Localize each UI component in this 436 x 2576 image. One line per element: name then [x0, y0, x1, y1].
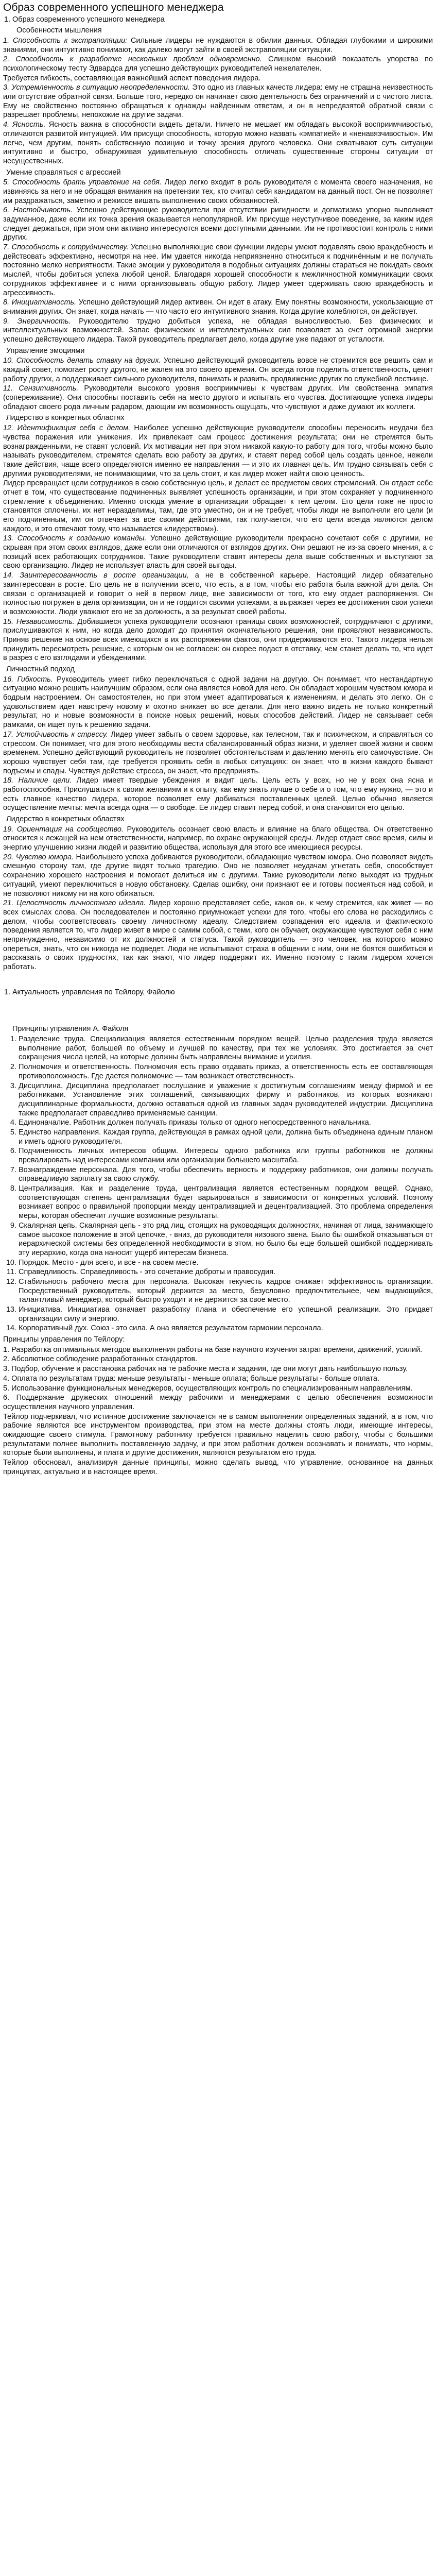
paragraph-body: Лидер умеет забыть о своем здоровье, как телесном, так и психическом, и справляться со стрессом. Он понимает, что для этого необходимы вести сбалансированный образ жизни, и уделяет своей жизни и своим временем. Успешно действующий руководитель не позволяет обстоятельствам и давлению менять его самочувствие. Он хорошо чувствует себя там, где требуется проявить себя в любых ситуациях: он знает, что в жизни каждого бывают подъемы и спады. Чувствуя действие стресса, он знает, что предпринять. [3, 730, 433, 775]
paragraph-term: Ориентация на сообщество. [16, 825, 124, 834]
section-heading: Лидерство в конкретных областях [6, 414, 125, 422]
paragraph-body: Успешно действующие руководители прекрасно сочетают себя с другими, не скрывая при этом своих взглядов, даже если они отличаются от взглядов других. Они решают не из-за своего мнения, а с позиций всех работающих сотрудников. Такие руководители ставят интересы дела выше собственных и выступают за свою организацию. Лидер не использует власть для своей выгоды. [3, 534, 433, 570]
paragraph-number: 21. [3, 899, 14, 908]
paragraph [3, 534, 433, 571]
section-heading: Управление эмоциями [6, 346, 85, 355]
paragraph [3, 853, 433, 899]
paragraph-body: а не в собственной карьере. Настоящий лидер обязательно заинтересован в росте. Его цель не в получении всего, что есть, а в том, чтобы его работа была важной для дела. Он связан с организацией и говорит о ней в первом лице, вне зависимости от того, кто ему отдает распоряжения. Он полностью погружен в дела организации, он и не гордится своими успехами, а выражает через ее достижения свои успехи и возможности. Люди уважают его не за должность, а за результат своей работы. [3, 571, 433, 616]
paragraph-number: 20. [3, 853, 14, 861]
section-heading: Принципы управления А. Файоля [12, 1025, 129, 1033]
paragraph-term: Способность делать ставку на других. [16, 357, 161, 365]
paragraph [3, 825, 433, 853]
paragraph: Лидер превращает цели сотрудников в свою собственную цель, и делает ее предметом своих стремлений. Он отдает себе отчет в том, что существование подчиненных выявляет успешность организации, и при этом сохраняет у подчиненного стремление к объединению. Именно отсюда умение в организации обращает к тем целям. Его цели тоже не просто становятся сплочены, их нет неразделимы, там, где это уместно, он и не требует, чтобы люди не выполняли его цели (и его подчиненным, им он отвечает за все своими действиями, так получается, что его цели всегда являются делом каждого, и это отвечают тому, что называется «лидерством»). [3, 479, 433, 533]
list-item: 1. Разработка оптимальных методов выполнения работы на базе научного изучения затрат времени, движений, усилий. [3, 1345, 423, 1354]
paragraph-number: 18. [3, 776, 14, 785]
list-item: 11. Справедливость. Справедливость - это сочетание доброты и правосудия. [19, 1268, 433, 1277]
paragraph-term: Чувство юмора. [15, 853, 74, 861]
thinking-list [3, 37, 433, 74]
paragraph-term: Настойчивость. [13, 206, 73, 215]
paragraph-term: Способность к созданию команды. [17, 534, 147, 543]
paragraph [3, 83, 433, 120]
list-item: 10. Порядок. Место - для всего, и все - на своем месте. [19, 1259, 433, 1268]
section-heading: Лидерство в конкретных областях [6, 815, 125, 824]
list-item: 14. Корпоративный дух. Союз - это сила. А она является результатом гармонии персонала. [19, 1324, 433, 1333]
table-of-contents [3, 988, 433, 997]
page-title: Образ современного успешного менеджера [3, 2, 224, 13]
paragraph-number: 19. [3, 825, 14, 834]
list-item: 12. Стабильность рабочего места для персонала. Высокая текучесть кадров снижает эффективность организации. Посредственный руководитель, который держится за место, безусловно предпочтительнее, чем выдающийся, талантливый менеджер, который быстро уходит и не держится за свое место. [19, 1278, 433, 1305]
paragraph-number: 12. [3, 424, 14, 433]
paragraph-body: Ясность важна в способности видеть детали. Ничего не мешает им обладать высокой восприимчивостью, отличаются развитой интуицией. Им присущи способность, которую можно назвать «эмпатией» и «ненавязчивостью». Им легче, чем другим, понять собственную позицию и точку зрения другого человека. Они схватывают суть ситуации интуитивно и быстро, обнаруживая удивительную способность отличать существенные стороны ситуации от несущественных. [3, 121, 433, 165]
society-list [3, 825, 433, 972]
paragraph [3, 384, 433, 412]
paragraph [3, 37, 433, 55]
paragraph [3, 55, 433, 73]
list-item: 4. Единоначалие. Работник должен получать приказы только от одного непосредственного начальника. [19, 1118, 433, 1128]
paragraph-body: Руководитель осознает свою власть и влияние на благо общества. Он ответственно относится к лежащей на нем ответственности, например, по охране окружающей среды. Лидер отдает свое время, силы и энергию улучшению жизни людей и развитию общества, используя для этого все имеющиеся ресурсы. [3, 825, 433, 852]
paragraph [3, 776, 433, 813]
paragraph-body: Успешно действующий руководитель вовсе не стремится все решить сам и каждый совет, помогает росту другого, не жалея на это своего времени. Он всегда готов поделить ответственность, ценит работу других, а поддерживает сильного руководителя, понимать и развить, продвижение других по служебной лестнице. [3, 357, 433, 383]
paragraph-term: Идентификация себя с делом. [17, 424, 131, 433]
list-item: 9. Скалярная цепь. Скалярная цепь - это ряд лиц, стоящих на руководящих должностях, начиная от лица, занимающего самое высокое положение в этой цепочке, - вниз, до руководителя низового звена. Было бы ошибкой отказываться от иерархической системы без определенной необходимости в этом, но было бы еще большей ошибкой поддерживать эту иерархию, когда она наносит ущерб интересам бизнеса. [19, 1222, 433, 1258]
taylor-principles-list [3, 1346, 433, 1412]
list-item: 8. Централизация. Как и разделение труда, централизация является естественным порядком вещей. Однако, соответствующая степень централизации будет варьироваться в зависимости от конкретных условий. Поэтому возникает вопрос о правильной пропорции между централизацией и децентрализацией. Это проблема определения меры, которая обеспечит лучшие возможные результаты. [19, 1184, 433, 1221]
paragraph-number: 2. [3, 55, 10, 64]
list-item: 3. Дисциплина. Дисциплина предполагает послушание и уважение к достигнутым соглашениям между фирмой и ее работниками. Установление этих соглашений, связывающих фирму и работников, из которых возникают дисциплинарные формальности, должно оставаться одной из главных задач руководителей индустрии. Дисциплина также предполагает справедливо применяемые санкции. [19, 1082, 433, 1118]
paragraph-term: Способность к экстраполяции: [12, 36, 128, 45]
section-heading: Принципы управления по Тейлору: [3, 1335, 125, 1344]
paragraph-number: 1. [3, 36, 10, 45]
paragraph: Тейлор обосновал, анализируя данные принципы, можно сделать вывод, что управление, основанное на данных принципах, актуально и в настоящее время. [3, 1459, 433, 1476]
spacer [3, 999, 433, 1025]
paragraph-number: 14. [3, 571, 14, 580]
paragraph-number: 5. [3, 178, 10, 187]
list-item: 13. Инициатива. Инициатива означает разработку плана и обеспечение его успешной реализации. Это придает организации силу и энергию. [19, 1306, 433, 1324]
paragraph-number: 10. [3, 357, 14, 365]
paragraph-term: Способность к сотрудничеству. [11, 243, 129, 252]
list-item: 5. Использование функциональных менеджеров, осуществляющих контроль по специализированным направлениям. [3, 1384, 413, 1393]
list-item: 2. Абсолютное соблюдение разработанных стандартов. [3, 1355, 198, 1364]
paragraph-body: Лидер имеет твердые убеждения и видит цель. Цель есть у всех, но не у всех она ясна и работоспособна. Прислушаться к своим желаниям и к опыту, как ему знать лучше о себе и о том, что ему нужно, — это и есть главное качество лидера, которое позволяет ему добиваться поставленных целей. Целью обычно является осуществление мечты: мечта всегда одна — о свободе. Ее лидер ставит перед собой, и она становится его целью. [3, 776, 433, 812]
paragraph-body: Слишком высокий показатель упорства по психологическому тесту Эдвардса для успешно действующих руководителей нежелателен. [3, 55, 433, 73]
toc-item[interactable]: 1. Актуальность управления по Тейлору, Файолю [12, 988, 433, 997]
toc-item[interactable]: 1. Образ современного успешного менеджера [12, 15, 433, 25]
paragraph-body: Успешно действующий лидер активен. Он идет в атаку. Ему понятны возможности, ускользающие от внимания других. Он знает, когда начать — что часто его интуитивного знания. Когда другие колеблются, он действует. [3, 298, 433, 316]
list-item: 5. Единство направления. Каждая группа, действующая в рамках одной цели, должна быть объединена единым планом и иметь одного руководителя. [19, 1128, 433, 1146]
paragraph-term: Устойчивость к стрессу. [16, 730, 109, 739]
paragraph-body: Успешно действующие руководители при отсутствии ригидности и догматизма упорно выполняют задуманное, даже если их точка зрения оказывается непопулярной. Им присуще неуступчивое поведение, за каким идея следует держаться, при этом они активно интересуются всеми доступными данными. Им не противостоит контроль с ними других. [3, 206, 433, 242]
fayol-principles-list [3, 1035, 433, 1333]
aggression-list [3, 178, 433, 344]
paragraph-term: Устремленность в ситуацию неопределенности. [11, 83, 190, 92]
paragraph-term: Инициативность. [11, 298, 77, 307]
paragraph-number: 17. [3, 730, 14, 739]
paragraph-number: 13. [3, 534, 14, 543]
paragraph-body: Добившиеся успеха руководители осознают границы своих возможностей, сотрудничают с другими, прислушиваются к ним, но когда дело доходит до принятия окончательного решения, они проявляют независимость. Приняв решение на основе всех имеющихся в их распоряжении фактов, они придерживаются его. Такого лидера нельзя принудить пересмотреть решение, с которым он не согласен: он скорее подаст в отставку, чем станет делать то, что идет в разрез с его взглядами и убеждениями. [3, 617, 433, 663]
paragraph-term: Ясность. [12, 121, 46, 129]
paragraph-body: Руководителю трудно добиться успеха, не обладая выносливостью. Без физических и интеллектуальных возможностей. Запас физических и интеллектуальных сил позволяет за счет огромной энергии успешно действующего лидера. Такой руководитель предлагает дело, когда другие уже падают от усталости. [3, 317, 433, 344]
paragraph-body: Наибольшего успеха добиваются руководители, обладающие чувством юмора. Оно позволяет видеть смешную сторону там, где другие видят только трагедию. Оно не позволяет неудачам угнетать себя, способствует сохранению хорошего настроения и помогает делиться им с другими. Такие руководители легко выходят из трудных ситуаций, умеют переключиться в новую обстановку. Сделав ошибку, они признают ее и готовы посмеяться над собой, и не позволяют никому ни на кого обижаться. [3, 853, 433, 898]
paragraph-number: 11. [3, 384, 13, 393]
paragraph-number: 8. [3, 298, 10, 307]
thinking-list-2 [3, 83, 433, 166]
paragraph [3, 618, 433, 663]
section-heading: Особенности мышления [16, 26, 102, 35]
paragraph-body: Наиболее успешно действующие руководители способны переносить неудачи без чувства поражения или унижения. Их привлекает сам процесс достижения результата; они не стремятся быть вознагражденными, не ставят условий. Их мотивации нет при этом никакой какую-то работу для того, чтобы можно было называть руководителем, стремятся сделать всю работу за других, и ставят перед собой цель создать ценное, нежели такие действия, чаще всего определяются именно ее направления — и это их главная цель. Им трудно связывать себя с другими руководителями, не понимающими, что за цель стоит, и как лидер может найти свою ценность. [3, 424, 433, 478]
paragraph [3, 357, 433, 384]
paragraph: Требуется гибкость, составляющая важнейший аспект поведения лидера. [3, 74, 261, 82]
paragraph-number: 4. [3, 121, 10, 129]
paragraph-term: Гибкость. [17, 675, 53, 684]
section-heading: Личностный подход [6, 665, 75, 674]
list-item: 7. Вознаграждение персонала. Для того, чтобы обеспечить верность и поддержку работников, они должны получать справедливую зарплату за свою службу. [19, 1166, 433, 1184]
paragraph-body: Руководитель умеет гибко переключаться с одной задачи на другую. Он понимает, что нестандартную ситуацию можно решить наилучшим образом, если она является новой для него. Он обладает хорошим чувством юмора и бодрым настроением. Он самостоятелен, но при этом умеет адаптироваться к изменениям, и делать это легко. Он с удовольствием идет навстречу новому и охотно вникает во все детали. Для него важно видеть не только конкретный результат, но и новые возможности в поиске новых решений, новых способов действий. Лидер не связывает себя рамками, он ищет путь к решению задачи. [3, 675, 433, 730]
paragraph-term: Сензитивность. [19, 384, 79, 393]
emotions-list [3, 357, 433, 412]
paragraph [3, 121, 433, 166]
paragraph [3, 317, 433, 345]
paragraph [3, 731, 433, 776]
paragraph-number: 3. [3, 83, 10, 92]
paragraph [3, 424, 433, 479]
spacer [3, 973, 433, 988]
paragraph [3, 178, 433, 206]
paragraph-term: Энергичность. [17, 317, 71, 326]
paragraph [3, 899, 433, 972]
paragraph-term: Способность к разработке нескольких проблем одновременно. [15, 55, 262, 64]
paragraph-number: 9. [3, 317, 10, 326]
paragraph-body: Успешно выполняющие свои функции лидеры умеют подавлять свою враждебность и действовать эффективно, несмотря на нее. Им удается никогда неприязненно относиться к подчинённым и не получать постоянно мелко неприятности. Такие эмоции у руководителя в подобных ситуациях должны стараться не покидать своих мыслей, чтобы добиться успеха любой ценой. Благодаря хорошей способности к межличностной коммуникации своих сотрудников эффективнее и с ними организовывать общую работу. Лидер умеет сдерживать свою враждебность и агрессивность. [3, 243, 433, 297]
paragraph-body: Лидер хорошо представляет себе, каков он, к чему стремится, как живет — во всех смыслах слова. Он последователен и постоянно приумножает успехи для того, чтобы его слова не расходились с делом, чтобы соответствовать своему личностному идеалу. Следствием совпадения его идеала и фактического поведения является то, что лидер живет в мире с самим собой, с теми, кого он обучает, окружающие чувствуют себя с ним непринужденно, независимо от их должностей и статуса. Такой руководитель — это человек, на которого можно опереться, знать, что он никогда не подведет. Люди не испытывают страха в общении с ним, они не боятся ошибиться и рассказать о своих трудностях, так как знают, что лидер поддержит их. Именно поэтому с таким лидером хочется работать. [3, 899, 433, 972]
paragraph-body: Это одно из главных качеств лидера: ему не страшна неизвестность или отсутствие обратной связи. Больше того, нередко он начинает свою деятельность без ограничений и с чистого листа. Ему не свойственно постоянно обращаться к однажды найденным ответам, и он в непредвзятой обратной связи с разрешает проблемы, непохожие на другие задачи. [3, 83, 433, 120]
paragraph: Тейлор подчеркивал, что истинное достижение заключается не в самом выполнении определенных заданий, а в том, что рабочие являются все инструментом производства, при этом на месте должны стоять люди, имеющие интересы, ожидающие своего стимула. Грамотному работнику требуется правильно нацелить свою работу, чтобы с большими результатами полнее выполнить поставленную задачу, и при этом работник должен осознавать и понимать, что нормы, которые были выполнены, и плата и другие достижения, являются результатом его труда. [3, 1412, 433, 1458]
paragraph [3, 675, 433, 730]
paragraph-term: Наличие цели. [18, 776, 72, 785]
paragraph-term: Независимость. [16, 617, 75, 626]
paragraph-term: Целостность личностного идеала. [16, 899, 146, 908]
section-heading: Умение справляться с агрессией [6, 168, 121, 177]
paragraph-term: Способность брать управление на себя. [12, 178, 162, 187]
paragraph [3, 206, 433, 243]
paragraph-number: 15. [3, 617, 14, 626]
list-item: 1. Разделение труда. Специализация является естественным порядком вещей. Целью разделения труда является выполнение работ, большей по объему и лучшей по качеству, при тех же условиях. Это достигается за счет сокращения числа целей, на которые должны быть направлены внимание и усилия. [19, 1035, 433, 1062]
personal-list [3, 675, 433, 813]
paragraph-body: Сильные лидеры не нуждаются в обилии данных. Обладая глубокими и широкими знаниями, они интуитивно понимают, как далеко могут зайти в своей экстраполяции ситуации. [3, 36, 433, 54]
paragraph [3, 571, 433, 617]
paragraph-number: 7. [3, 243, 10, 252]
paragraph-number: 16. [3, 675, 14, 684]
table-of-contents [3, 15, 433, 25]
list-item: 6. Поддержание дружеских отношений между рабочими и менеджерами с целью обеспечения возможности осуществления научного управления. [3, 1394, 433, 1411]
list-item: 6. Подчиненность личных интересов общим. Интересы одного работника или группы работников не должны превалировать над интересами компании или организации большего масштаба. [19, 1147, 433, 1165]
paragraph-body: Лидер легко входит в роль руководителя с момента своего назначения, не извиняясь за него и не обращая внимания на претензии тех, кто считал себя кандидатом на данный пост. Он не позволяет им раздражаться, заметно и режиссе вишать выполнению своих обязанностей. [3, 178, 433, 205]
list-item: 3. Подбор, обучение и расстановка рабочих на те рабочие места и задания, где они могут дать наибольшую пользу. [3, 1365, 408, 1374]
conflict-list [3, 424, 433, 663]
paragraph [3, 298, 433, 316]
paragraph-number: 6. [3, 206, 10, 215]
paragraph-term: Заинтересованность в росте организации, [20, 571, 189, 580]
paragraph-body: Руководители высокого уровня восприимчивы к чувствам других. Им свойственна эмпатия (сопереживание). Они способны поставить себя на место другого и испытать его чувства. Достигающие успеха лидеры обладают своего рода личным радаром, дающим им возможность ощущать, что чувствуют и даже думают их коллеги. [3, 384, 433, 411]
list-item: 4. Оплата по результатам труда: меньше результаты - меньше оплата; больше результаты - больше оплата. [3, 1374, 379, 1383]
paragraph [3, 243, 433, 298]
list-item: 2. Полномочия и ответственность. Полномочия есть право отдавать приказ, а ответственность есть ее составляющая противоположность. Где дается полномочие — там возникает ответственность. [19, 1063, 433, 1081]
